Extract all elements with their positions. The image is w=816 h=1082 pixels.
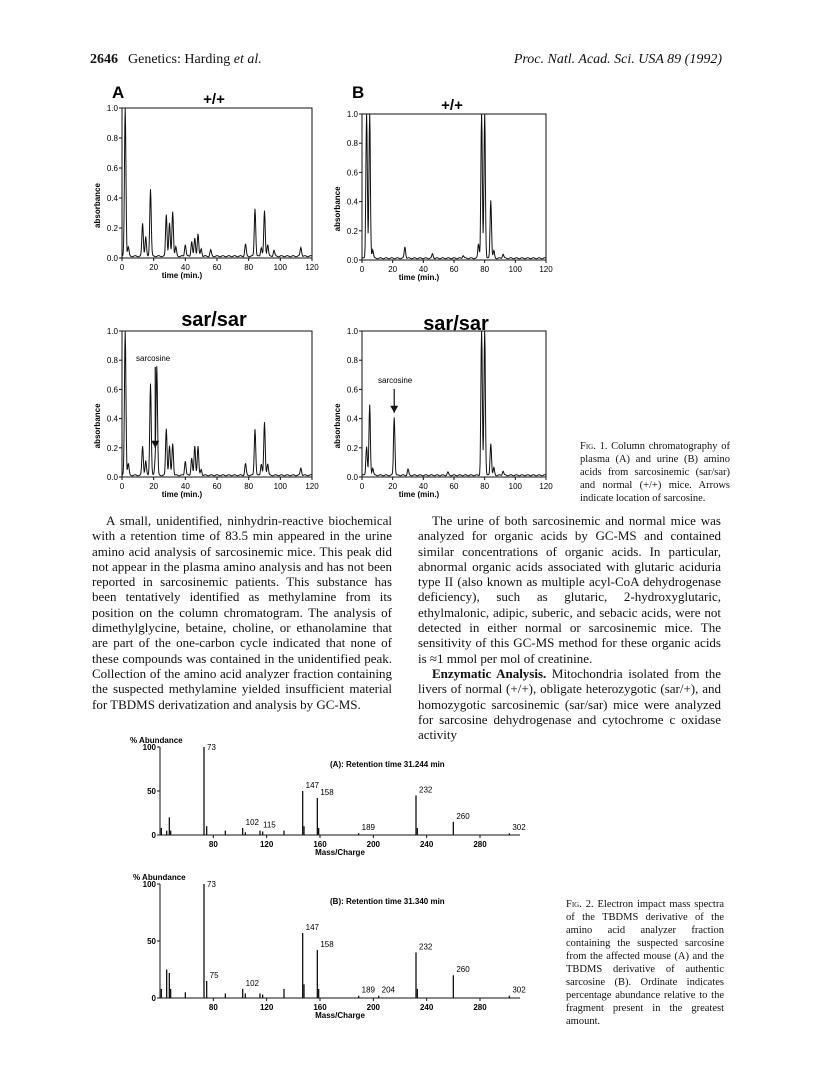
y-axis-label: absorbance	[93, 403, 102, 449]
ms-peak-label: 204	[381, 985, 396, 995]
fig2-caption-text: Electron impact mass spectra of the TBDMS derivative of the amino acid analyzer fraction containing the suspected sarcosine from the affected mouse (A) and the TBDMS derivative of authentic sarcosine (B). Ordinate indicates percentage abundance relative to the fragment present in the greatest amount.	[566, 899, 725, 1027]
y-tick-label: 0.6	[106, 385, 118, 395]
ms-peak-label: 302	[512, 823, 526, 833]
x-tick-label: 20	[388, 265, 398, 274]
sarcosine-arrowhead	[390, 406, 398, 413]
x-tick-label: 100	[273, 482, 288, 491]
ms-y-tick-label: 50	[147, 787, 156, 796]
figure-1	[0, 0, 816, 500]
chart-urine-mut	[333, 327, 553, 499]
y-tick-label: 0.6	[106, 164, 118, 173]
y-tick-label: 0.6	[346, 168, 358, 178]
x-axis-label: time (min.)	[161, 490, 203, 499]
ms-x-tick-label: 240	[419, 840, 434, 849]
figure-1-caption	[580, 440, 730, 505]
y-tick-label: 1.0	[346, 327, 358, 336]
x-tick-label: 0	[119, 482, 125, 491]
ms-peak-label: 75	[209, 970, 219, 980]
chromatogram-trace	[122, 331, 312, 476]
plot-frame	[362, 331, 546, 477]
x-tick-label: 100	[508, 265, 523, 274]
y-tick-label: 0.8	[346, 356, 358, 366]
body-left-paragraph: A small, unidentified, ninhydrin-reactive biochemical with a retention time of 83.5 min appeared in the urine amino acid analysis of sarcosinemic mice. This peak did not appear in the plasma amino analysis and has not been reported in sarcosinemic patients. This substance has been tentatively identified as methylamine from its position on the column chromatogram. The analysis of dimethylglycine, betaine, choline, or ethanolamine that are part of the one-carbon cycle indicated that none of these compounds was contained in the unidentified peak. Collection of the amino acid analyzer fraction containing the suspected methylamine yielded insufficient material for TBDMS derivatization and analysis by GC-MS.	[92, 513, 392, 712]
ms-x-tick-label: 160	[313, 840, 327, 849]
ms-x-tick-label: 280	[473, 840, 487, 849]
x-tick-label: 80	[244, 482, 254, 491]
ms-x-axis-label: Mass/Charge	[315, 1011, 365, 1020]
journal-citation: Proc. Natl. Acad. Sci. USA 89 (1992)	[513, 52, 722, 67]
fig1-caption-label: Fig. 1.	[580, 441, 608, 452]
y-tick-label: 0.0	[106, 254, 118, 263]
ms-peak-label: 302	[512, 985, 526, 995]
figure-2-caption	[566, 898, 724, 1028]
y-tick-label: 0.0	[106, 473, 118, 482]
x-tick-label: 60	[212, 263, 222, 272]
ms-x-tick-label: 80	[208, 1003, 218, 1012]
y-tick-label: 0.4	[106, 194, 118, 203]
y-tick-label: 1.0	[346, 110, 358, 119]
x-tick-label: 80	[244, 263, 254, 272]
ms-y-tick-label: 100	[142, 743, 156, 752]
ms-peak-label: 189	[361, 823, 376, 833]
header-section-text: Genetics: Harding	[128, 52, 234, 67]
mass-spectrum-b	[133, 873, 526, 1020]
y-tick-label: 0.0	[346, 473, 358, 482]
y-tick-label: 1.0	[106, 104, 118, 113]
x-tick-label: 20	[149, 263, 159, 272]
x-tick-label: 120	[305, 482, 319, 491]
ms-y-axis-label: % Abundance	[133, 873, 186, 882]
x-tick-label: 0	[359, 482, 365, 491]
ms-peak-label: 158	[320, 940, 334, 950]
ms-x-tick-label: 200	[366, 1003, 381, 1012]
header-authors-suffix: et al.	[233, 52, 262, 67]
enzymatic-heading: Enzymatic Analysis.	[432, 665, 547, 681]
title-b-wt: +/+	[441, 97, 463, 114]
chromatogram-trace	[122, 108, 312, 257]
fig2-caption-label: Fig. 2.	[566, 899, 594, 910]
ms-x-tick-label: 120	[259, 1003, 274, 1012]
x-tick-label: 20	[149, 482, 159, 491]
ms-x-tick-label: 80	[208, 840, 218, 849]
x-tick-label: 40	[418, 482, 428, 491]
x-tick-label: 40	[180, 482, 190, 491]
y-tick-label: 0.4	[346, 197, 358, 207]
panel-letter-b: B	[352, 83, 365, 102]
ms-peak-label: 147	[305, 923, 320, 933]
fig1-caption-text: Column chromatography of plasma (A) and urine (B) amino acids from sarcosinemic (sar/sar) and normal (+/+) mice. Arrows indicate location of sarcosine.	[580, 441, 730, 504]
ms-y-tick-label: 0	[151, 831, 156, 840]
x-tick-label: 0	[359, 265, 365, 274]
ms-x-tick-label: 120	[259, 840, 274, 849]
chart-plasma-wt	[93, 104, 319, 280]
x-tick-label: 120	[539, 265, 553, 274]
x-tick-label: 80	[480, 265, 490, 274]
ms-title: (B): Retention time 31.340 min	[330, 897, 445, 906]
chromatogram-trace	[362, 331, 546, 476]
body-right-paragraph-2-text: Mitochondria isolated from the livers of normal (+/+), obligate heterozygotic (sar/+), and homozygotic sarcosinemic (sar/sar) mice were analyzed for sarcosine dehydrogenase and cytochrome c oxidase activity	[418, 665, 721, 743]
ms-peak-label: 189	[361, 985, 376, 995]
x-axis-label: time (min.)	[398, 273, 440, 282]
x-tick-label: 20	[388, 482, 398, 491]
ms-peak-label: 73	[207, 743, 216, 752]
x-tick-label: 100	[508, 482, 523, 491]
y-tick-label: 0.4	[346, 414, 358, 424]
ms-y-tick-label: 50	[147, 937, 156, 946]
x-tick-label: 60	[449, 265, 459, 274]
y-tick-label: 0.2	[346, 226, 358, 236]
ms-y-axis-label: % Abundance	[130, 736, 183, 745]
ms-peak-label: 147	[305, 781, 320, 790]
ms-peak-label: 102	[245, 978, 260, 988]
y-tick-label: 0.2	[106, 224, 118, 233]
y-tick-label: 0.8	[346, 139, 358, 149]
x-tick-label: 120	[539, 482, 553, 491]
ms-x-tick-label: 280	[473, 1003, 487, 1012]
ms-peak-label: 158	[320, 788, 334, 798]
ms-peak-label: 232	[419, 785, 433, 795]
ms-peak-label: 260	[456, 965, 470, 975]
y-tick-label: 0.2	[106, 443, 118, 453]
title-a-mut: sar/sar	[181, 309, 247, 331]
x-tick-label: 80	[480, 482, 490, 491]
y-tick-label: 0.0	[346, 256, 358, 265]
ms-x-tick-label: 200	[366, 840, 381, 849]
y-tick-label: 0.4	[106, 414, 118, 424]
chart-urine-wt	[333, 110, 553, 282]
ms-x-axis-label: Mass/Charge	[315, 848, 365, 857]
ms-peak-label: 232	[419, 942, 433, 952]
x-tick-label: 120	[305, 263, 319, 272]
y-tick-label: 1.0	[106, 327, 118, 336]
mass-spectrum-a	[130, 736, 526, 857]
sarcosine-label: sarcosine	[378, 376, 413, 385]
x-tick-label: 0	[119, 263, 125, 272]
ms-y-tick-label: 100	[142, 880, 156, 889]
x-tick-label: 60	[449, 482, 459, 491]
body-right-paragraph-1: The urine of both sarcosinemic and normal mice was analyzed for organic acids by GC-MS and contained similar concentrations of organic acids. In particular, abnormal organic acids associated with glutaric aciduria type II (also known as multiple acyl-CoA dehydrogenase deficiency), such as glutaric, 2-hydroxyglutaric, ethylmalonic, adipic, suberic, and sebacic acids, were not detected in either normal or sarcosinemic mice. The sensitivity of this GC-MS method for these organic acids is ≈1 mmol per mol of creatinine.	[418, 513, 721, 666]
x-axis-label: time (min.)	[161, 271, 203, 280]
x-axis-label: time (min.)	[398, 490, 440, 499]
ms-y-tick-label: 0	[151, 994, 156, 1003]
ms-peak-label: 115	[263, 820, 276, 830]
title-b-mut: sar/sar	[423, 313, 489, 335]
y-axis-label: absorbance	[93, 183, 102, 228]
panel-letter-a: A	[112, 83, 125, 102]
ms-peak-label: 73	[207, 880, 216, 889]
plot-frame	[122, 108, 312, 258]
x-tick-label: 40	[180, 263, 190, 272]
y-axis-label: absorbance	[333, 186, 342, 232]
y-axis-label: absorbance	[333, 403, 342, 449]
x-tick-label: 60	[212, 482, 222, 491]
ms-title: (A): Retention time 31.244 min	[330, 760, 445, 769]
ms-x-tick-label: 240	[419, 1003, 434, 1012]
title-a-wt: +/+	[203, 91, 225, 108]
ms-peak-label: 102	[245, 817, 260, 827]
y-tick-label: 0.6	[346, 385, 358, 395]
y-tick-label: 0.8	[106, 356, 118, 366]
ms-x-tick-label: 160	[313, 1003, 327, 1012]
x-tick-label: 40	[418, 265, 428, 274]
page-number: 2646	[90, 52, 118, 67]
sarcosine-label: sarcosine	[136, 354, 171, 363]
chromatogram-trace	[362, 114, 546, 259]
chart-plasma-mut	[93, 327, 319, 499]
plot-frame	[362, 114, 546, 260]
x-tick-label: 100	[273, 263, 288, 272]
y-tick-label: 0.2	[346, 443, 358, 453]
y-tick-label: 0.8	[106, 134, 118, 143]
ms-peak-label: 260	[456, 811, 470, 821]
